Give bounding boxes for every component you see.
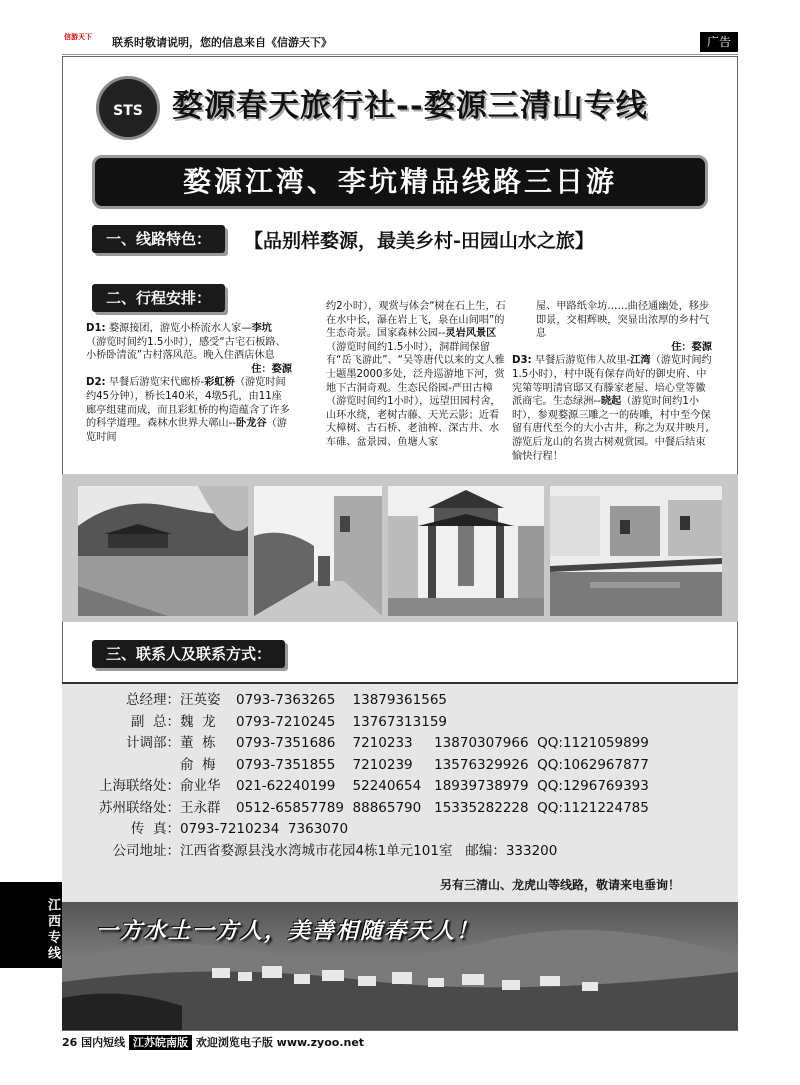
contact-row xyxy=(88,712,728,734)
contact-name: 俞业华 xyxy=(180,778,221,794)
route-feature-text: 【品别样婺源，最美乡村-田园山水之旅】 xyxy=(244,230,594,252)
company-name: 婺源春天旅行社--婺源三清山专线 xyxy=(172,88,648,124)
photo-village-lane xyxy=(254,486,382,616)
contact-row xyxy=(88,690,728,712)
section-itinerary: 二、行程安排： xyxy=(92,284,225,312)
itinerary-col-2 xyxy=(326,300,506,450)
day-2-text: 早餐后游览宋代廊桥- xyxy=(108,377,205,389)
day-1-stay: 住：婺源 xyxy=(251,363,292,375)
company-logo: STS xyxy=(96,76,160,140)
contact-row xyxy=(88,755,728,777)
day-2-place-2: 卧龙谷 xyxy=(235,418,267,430)
page-number: 26 xyxy=(62,1036,78,1049)
day-1-label: D1: xyxy=(86,323,106,334)
contact-row xyxy=(88,798,728,820)
contact-phones: 0793-7351686 7210233 13870307966 QQ:1121059899 xyxy=(236,735,649,751)
contact-phones: 021-62240199 52240654 18939738979 QQ:1296769393 xyxy=(236,778,649,794)
edition-badge: 江苏皖南版 xyxy=(129,1035,192,1050)
day-3-place-2: 晓起 xyxy=(600,396,622,408)
photo-memorial-archway xyxy=(388,486,544,616)
magazine-logo: 信游天下 xyxy=(64,33,92,41)
footer-section: 国内短线 xyxy=(81,1036,126,1049)
contact-role: 计调部： xyxy=(126,735,180,751)
day-3-text-2: （游览时间约1.5小时），村中既有保存尚好的御史府、中宪第等明清官邸又有滕家老屋、培心堂等徽派商宅。生态绿洲-- xyxy=(512,355,712,408)
contact-role: 总经理： xyxy=(126,692,180,708)
day-2-place: 彩虹桥 xyxy=(204,377,235,389)
day-2-text-3: （游览时间 xyxy=(86,418,287,443)
day-3-text-3: （游览时间约1小时），参观婺源三雕之一的砖雕，村中至今保留有唐代至今的大小古井，称之为双井映月,游览后龙山的名贵古树观赏园。中餐后结束愉快行程！ xyxy=(512,396,711,462)
section-contacts: 三、联系人及联系方式： xyxy=(92,640,285,668)
contact-name: 董 栋 xyxy=(180,735,216,751)
contact-role: 苏州联络处： xyxy=(99,799,180,816)
mid-place: 灵岩风景区 xyxy=(445,328,497,340)
itinerary-col-1 xyxy=(86,322,292,444)
side-tab: 江西专线 xyxy=(0,882,62,968)
contact-role: 传 真： xyxy=(130,821,180,837)
contact-phones: 江西省婺源县浅水湾城市花园4栋1单元101室 邮编：333200 xyxy=(180,842,558,859)
photo-river-village xyxy=(550,486,722,616)
contact-role: 上海联络处： xyxy=(99,778,180,794)
mid-text-2: （游览时间约1.5小时），洞群间保留有“岳飞游此”、“吴等唐代以来的文人雅士题墨2000多处，泛舟巡游地下河，赏地下古洞奇观。生态民俗园-严田古樟（游览时间约1小时），远望田园村舍，山环水绕，老树古藤、天光云影；近看大樟树、古石桥、老油榨、深古井、水车碓、盆景园、鱼塘人家 xyxy=(326,341,505,448)
itinerary-col-3 xyxy=(512,300,712,463)
day-2-text-2: （游览时间约45分钟），桥长140米，4墩5孔，由11座廊亭组建而成，而且彩虹桥的构造蕴含了许多的科学道理。森林水世界大鄣山-- xyxy=(86,377,290,430)
contact-phones: 0793-7210245 13767313159 xyxy=(236,713,447,730)
photo-covered-bridge xyxy=(78,486,248,616)
contact-phones: 0793-7210234 7363070 xyxy=(180,821,349,837)
section-route-feature: 一、线路特色： xyxy=(92,225,225,253)
mid-text: 约2小时），观赏与体会“树在石上生，石在水中长，瀑在岩上飞，泉在山间唱”的生态奇景。国家森林公园-- xyxy=(326,301,506,340)
day-3-text: 早餐后游览伟人故里- xyxy=(534,355,631,367)
contact-phones: 0793-7363265 13879361565 xyxy=(236,692,447,708)
right-text: 屋、甲路纸伞坊……曲径通幽处，移步即景，交相辉映，突显出浓厚的乡村气息 xyxy=(536,301,710,340)
contact-name: 魏 龙 xyxy=(180,713,216,730)
contact-row xyxy=(88,776,728,798)
footer xyxy=(62,1034,364,1050)
ad-label: 广告 xyxy=(700,32,738,52)
website: 欢迎浏览电子版 www.zyoo.net xyxy=(195,1036,365,1049)
contact-row xyxy=(88,841,728,863)
day-2-label: D2: xyxy=(86,377,106,389)
contact-list xyxy=(88,690,728,862)
day-1-place: 李坑 xyxy=(251,323,272,334)
contact-name: 王永群 xyxy=(180,799,221,816)
contact-role: 副 总： xyxy=(130,713,180,730)
top-notice: 联系时敬请说明，您的信息来自《信游天下》 xyxy=(112,36,332,49)
contact-phones: 0793-7351855 7210239 13576329926 QQ:1062967877 xyxy=(236,756,649,773)
slogan: 一方水土一方人，美善相随春天人！ xyxy=(96,918,481,944)
day-1-text: 婺源接团，游览小桥流水人家— xyxy=(108,323,252,334)
page-title: 婺源江湾、李坑精品线路三日游 xyxy=(92,155,708,209)
contact-role: 公司地址： xyxy=(112,842,180,859)
more-routes-note: 另有三清山、龙虎山等线路，敬请来电垂询！ xyxy=(440,878,681,892)
contact-name: 俞 梅 xyxy=(180,756,216,773)
right-stay: 住：婺源 xyxy=(671,341,712,353)
day-3-label: D3: xyxy=(512,355,532,367)
day-3-place: 江湾 xyxy=(630,355,651,367)
contact-row xyxy=(88,733,728,755)
contact-phones: 0512-65857789 88865790 15335282228 QQ:1121224785 xyxy=(236,799,649,816)
day-1-text-2: （游览时间约1.5小时），感受“古宅石板路、小桥卧清流”古村落风范。晚入住酒店休息 xyxy=(86,336,286,362)
contact-row xyxy=(88,819,728,841)
contact-name: 汪英姿 xyxy=(180,692,221,708)
